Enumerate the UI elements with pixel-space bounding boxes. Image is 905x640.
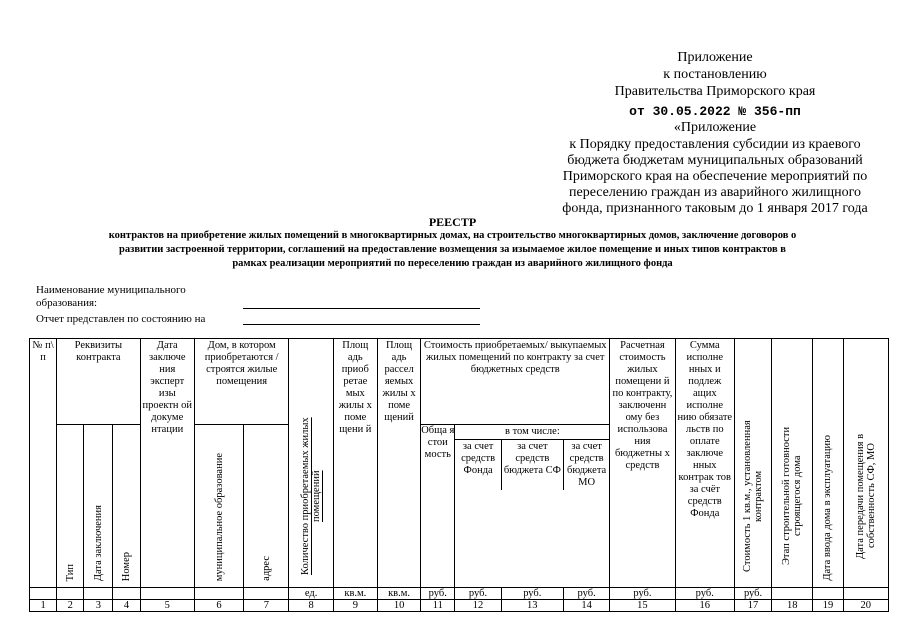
unit-cell	[30, 587, 57, 599]
column-number-cell: 16	[675, 599, 734, 611]
column-number-cell: 2	[57, 599, 84, 611]
procedure-line-1: к Порядку предоставления субсидии из краевого	[569, 137, 861, 152]
unit-cell	[244, 587, 289, 599]
unit-cell	[84, 587, 113, 599]
col-total-cost-header: Обща я стои мость	[421, 425, 455, 588]
column-number-cell: 1	[30, 599, 57, 611]
column-number-cell: 17	[734, 599, 771, 611]
col-mo-budget-header: за счет средств бюджета МО	[567, 441, 607, 489]
col-area-resettled-header: Площ адь рассел яемых жилы х поме щений	[377, 339, 420, 588]
col-number-header: № п\ п	[30, 339, 57, 588]
order-number: от 30.05.2022 № 356-пп	[629, 104, 801, 119]
col-cost-m2-header: Стоимость 1 кв.м., установленная контрактом	[734, 339, 771, 588]
procedure-line-4: переселению граждан из аварийного жилищного	[568, 185, 862, 200]
unit-cell: кв.м.	[377, 587, 420, 599]
column-number-cell: 9	[333, 599, 377, 611]
column-number-cell: 19	[813, 599, 843, 611]
registry-subtitle-2: развитии застроенной территории, соглашений на предоставление возмещения за изымаемое жилое помещение и иных типов контрактов в	[119, 244, 786, 255]
col-house-header: Дом, в котором приобретаются /строятся жилые помещения	[194, 339, 289, 425]
report-date-label: Отчет представлен по состоянию на	[36, 313, 206, 325]
column-number-cell: 20	[843, 599, 888, 611]
numbers-row	[30, 599, 889, 611]
col-commission-header: Дата ввода дома в эксплуатацию	[813, 339, 843, 588]
unit-cell: руб.	[675, 587, 734, 599]
registry-subtitle-3: рамках реализации мероприятий по переселению граждан из аварийного жилищного фонда	[232, 258, 673, 269]
col-stage-header: Этап строительной готовности строящегося дома	[772, 339, 813, 588]
procedure-line-2: бюджета бюджетам муниципальных образований	[567, 153, 863, 168]
appendix-label: Приложение	[677, 50, 753, 65]
unit-cell	[194, 587, 243, 599]
unit-cell: руб.	[563, 587, 609, 599]
unit-cell	[813, 587, 843, 599]
col-mo-header: муниципальное образование	[194, 425, 243, 588]
municipality-field[interactable]	[243, 308, 480, 309]
column-number-cell: 14	[563, 599, 609, 611]
unit-cell	[843, 587, 888, 599]
col-incl-group	[455, 425, 610, 588]
col-address-header: адрес	[244, 425, 289, 588]
col-expertise-date-header: Дата заключе ния эксперт изы проектн ой докуме нтации	[140, 339, 194, 588]
column-number-cell: 13	[501, 599, 563, 611]
column-number-cell: 15	[610, 599, 675, 611]
registry-subtitle-1: контрактов на приобретение жилых помещений в многоквартирных домах, на строительство многоквартирных домов, заключение договоров о	[108, 230, 797, 241]
column-number-cell: 5	[140, 599, 194, 611]
registry-title: РЕЕСТР	[428, 215, 477, 229]
col-area-bought-header: Площ адь приоб ретае мых жилы х поме щени й	[333, 339, 377, 588]
procedure-line-5: фонда, признанного таковым до 1 января 2017 года	[562, 201, 868, 216]
column-number-cell: 4	[113, 599, 140, 611]
unit-cell	[772, 587, 813, 599]
col-fund-header: за счет средств Фонда	[455, 440, 501, 491]
column-number-cell: 12	[455, 599, 501, 611]
unit-cell	[140, 587, 194, 599]
registry-table	[29, 338, 889, 612]
unit-cell: руб.	[734, 587, 771, 599]
report-date-field[interactable]	[243, 324, 480, 325]
resolution-label: к постановлению	[663, 67, 767, 82]
col-contract-number-header: Номер	[113, 425, 140, 588]
col-transfer-header: Дата передачи помещения в собственность СФ, МО	[843, 339, 888, 588]
col-obligations-header: Сумма исполне нных и подлеж ащих исполне нию обязате льств по оплате заключе нных контрак тов за счёт средств Фонда	[675, 339, 734, 588]
unit-cell: руб.	[610, 587, 675, 599]
column-number-cell: 18	[772, 599, 813, 611]
unit-cell: руб.	[455, 587, 501, 599]
col-incl-header: в том числе:	[455, 425, 609, 440]
col-sf-header: за счет средств бюджета СФ	[501, 440, 563, 491]
unit-cell: кв.м.	[333, 587, 377, 599]
column-number-cell: 6	[194, 599, 243, 611]
procedure-line-3: Приморского края на обеспечение мероприятий по	[562, 169, 868, 184]
col-contract-header: Реквизиты контракта	[57, 339, 140, 425]
col-type-header: Тип	[57, 425, 84, 588]
column-number-cell: 7	[244, 599, 289, 611]
col-cost-header: Стоимость приобретаемых/ выкупаемых жилых помещений по контракту за счет бюджетных средств	[421, 339, 610, 425]
appendix-quote: «Приложение	[673, 120, 757, 135]
column-number-cell: 11	[421, 599, 455, 611]
government-label: Правительства Приморского края	[614, 84, 816, 99]
col-count-header: Количество приобретаемых жилых помещений	[289, 339, 333, 588]
unit-cell: руб.	[421, 587, 455, 599]
unit-cell	[113, 587, 140, 599]
column-number-cell: 3	[84, 599, 113, 611]
unit-cell: ед.	[289, 587, 333, 599]
municipality-label: Наименование муниципального образования:	[36, 284, 186, 309]
unit-cell: руб.	[501, 587, 563, 599]
unit-cell	[57, 587, 84, 599]
units-row	[30, 587, 889, 599]
col-calc-cost-header: Расчетная стоимость жилых помещени й по контракту, заключенн ому без использова ния бюджетны х средств	[610, 339, 675, 588]
column-number-cell: 8	[289, 599, 333, 611]
column-number-cell: 10	[377, 599, 420, 611]
col-date-header: Дата заключения	[84, 425, 113, 588]
